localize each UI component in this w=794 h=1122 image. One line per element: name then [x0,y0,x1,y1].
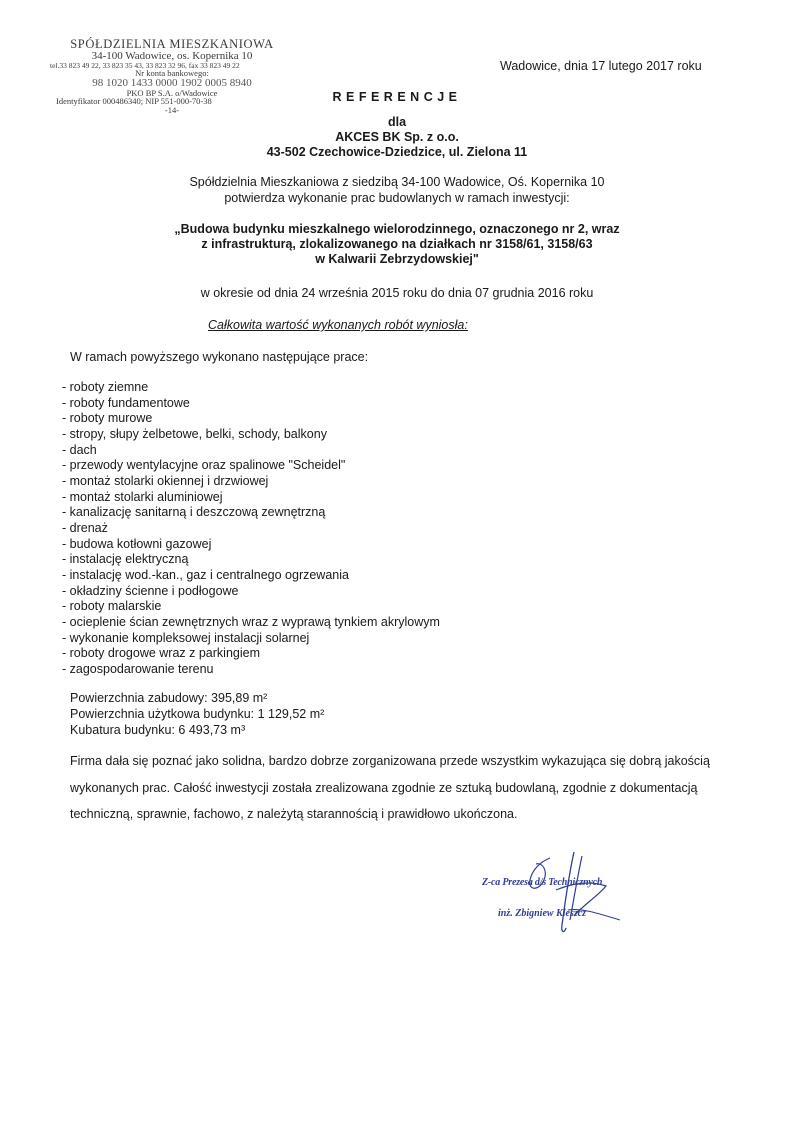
stamp-code: -14- [164,104,180,115]
work-item: - ocieplenie ścian zewnętrznych wraz z wyprawą tynkiem akrylowym [62,614,440,629]
work-item: - wykonanie kompleksowej instalacji solarnej [62,630,310,645]
works-list [62,380,440,677]
signatory-role: Z-ca Prezesa d/s Technicznych [482,877,603,888]
work-item: - roboty murowe [62,411,153,426]
stamp-account-label: Nr konta bankowego: [135,68,209,78]
confirmation-line-2: potwierdza wykonanie prac budowlanych w ramach inwestycji: [224,191,570,205]
stamp-name: SPÓŁDZIELNIA MIESZKANIOWA [70,37,274,51]
work-item: - zagospodarowanie terenu [62,661,214,676]
stat-built-area: Powierzchnia zabudowy: 395,89 m² [70,691,268,705]
work-item: - budowa kotłowni gazowej [62,536,212,551]
signature-block [470,850,660,940]
closing-paragraph: Firma dała się poznać jako solidna, bardzo dobrze zorganizowana przede wszystkim wykazująca się dobrą jakością wykonanych prac. Całość inwestycji została zrealizowana zgodnie ze sztuką budowlaną, zgodnie z dokumentacją techniczną, sprawnie, fachowo, z należytą starannością i prawidłowo ukończona. [70,754,710,821]
work-item: - instalację wod.-kan., gaz i centralnego ogrzewania [62,567,349,582]
work-item: - okładziny ścienne i podłogowe [62,583,239,598]
recipient-address: 43-502 Czechowice-Dziedzice, ul. Zielona 11 [266,145,528,159]
stamp-identifiers: Identyfikator 000486340; NIP 551-000-70-38 [56,96,212,106]
stamp-bank: PKO BP S.A. o/Wadowice [126,87,218,98]
work-item: - montaż stolarki aluminiowej [62,489,223,504]
document-title: REFERENCJE [332,90,462,104]
building-stats [70,690,324,738]
work-item: - kanalizację sanitarną i deszczową zewnętrzną [62,505,326,520]
total-value-line: Całkowita wartość wykonanych robót wyniosła: [208,318,468,332]
stat-volume: Kubatura budynku: 6 493,73 m³ [70,723,246,737]
work-item: - montaż stolarki okiennej i drzwiowej [62,473,269,488]
confirmation-line-1: Spółdzielnia Mieszkaniowa z siedzibą 34-100 Wadowice, Oś. Kopernika 10 [189,175,605,189]
stamp-phones: tel.33 823 49 22, 33 823 35 43, 33 823 32 96, fax 33 823 49 22 [50,60,240,70]
work-item: - roboty drogowe wraz z parkingiem [62,646,260,661]
signatory-name: inż. Zbigniew Kleszcz [498,908,587,919]
work-item: - przewody wentylacyjne oraz spalinowe "Scheidel" [62,458,346,473]
date-line: Wadowice, dnia 17 lutego 2017 roku [500,59,702,73]
work-item: - stropy, słupy żelbetowe, belki, schody, balkony [62,426,327,441]
period-line: w okresie od dnia 24 września 2015 roku do dnia 07 grudnia 2016 roku [200,286,594,300]
investment-line-3: w Kalwarii Zebrzydowskiej" [315,252,479,266]
work-item: - roboty ziemne [62,380,149,394]
investment-line-1: „Budowa budynku mieszkalnego wielorodzinnego, oznaczonego nr 2, wraz [174,222,620,236]
stamp-account-number: 98 1020 1433 0000 1902 0005 8940 [92,76,252,89]
work-item: - drenaż [62,520,108,535]
handwritten-signature [470,850,660,940]
recipient-name: AKCES BK Sp. z o.o. [335,130,459,144]
investment-line-2: z infrastrukturą, zlokalizowanego na działkach nr 3158/61, 3158/63 [201,237,593,251]
work-item: - roboty malarskie [62,599,162,614]
stamp-address: 34-100 Wadowice, os. Kopernika 10 [91,49,253,62]
work-item: - dach [62,442,97,457]
works-intro: W ramach powyższego wykonano następujące prace: [70,350,369,364]
work-item: - instalację elektryczną [62,552,189,567]
work-item: - roboty fundamentowe [62,395,190,410]
stat-usable-area: Powierzchnia użytkowa budynku: 1 129,52 m² [70,707,325,721]
recipient-for: dla [387,115,407,129]
